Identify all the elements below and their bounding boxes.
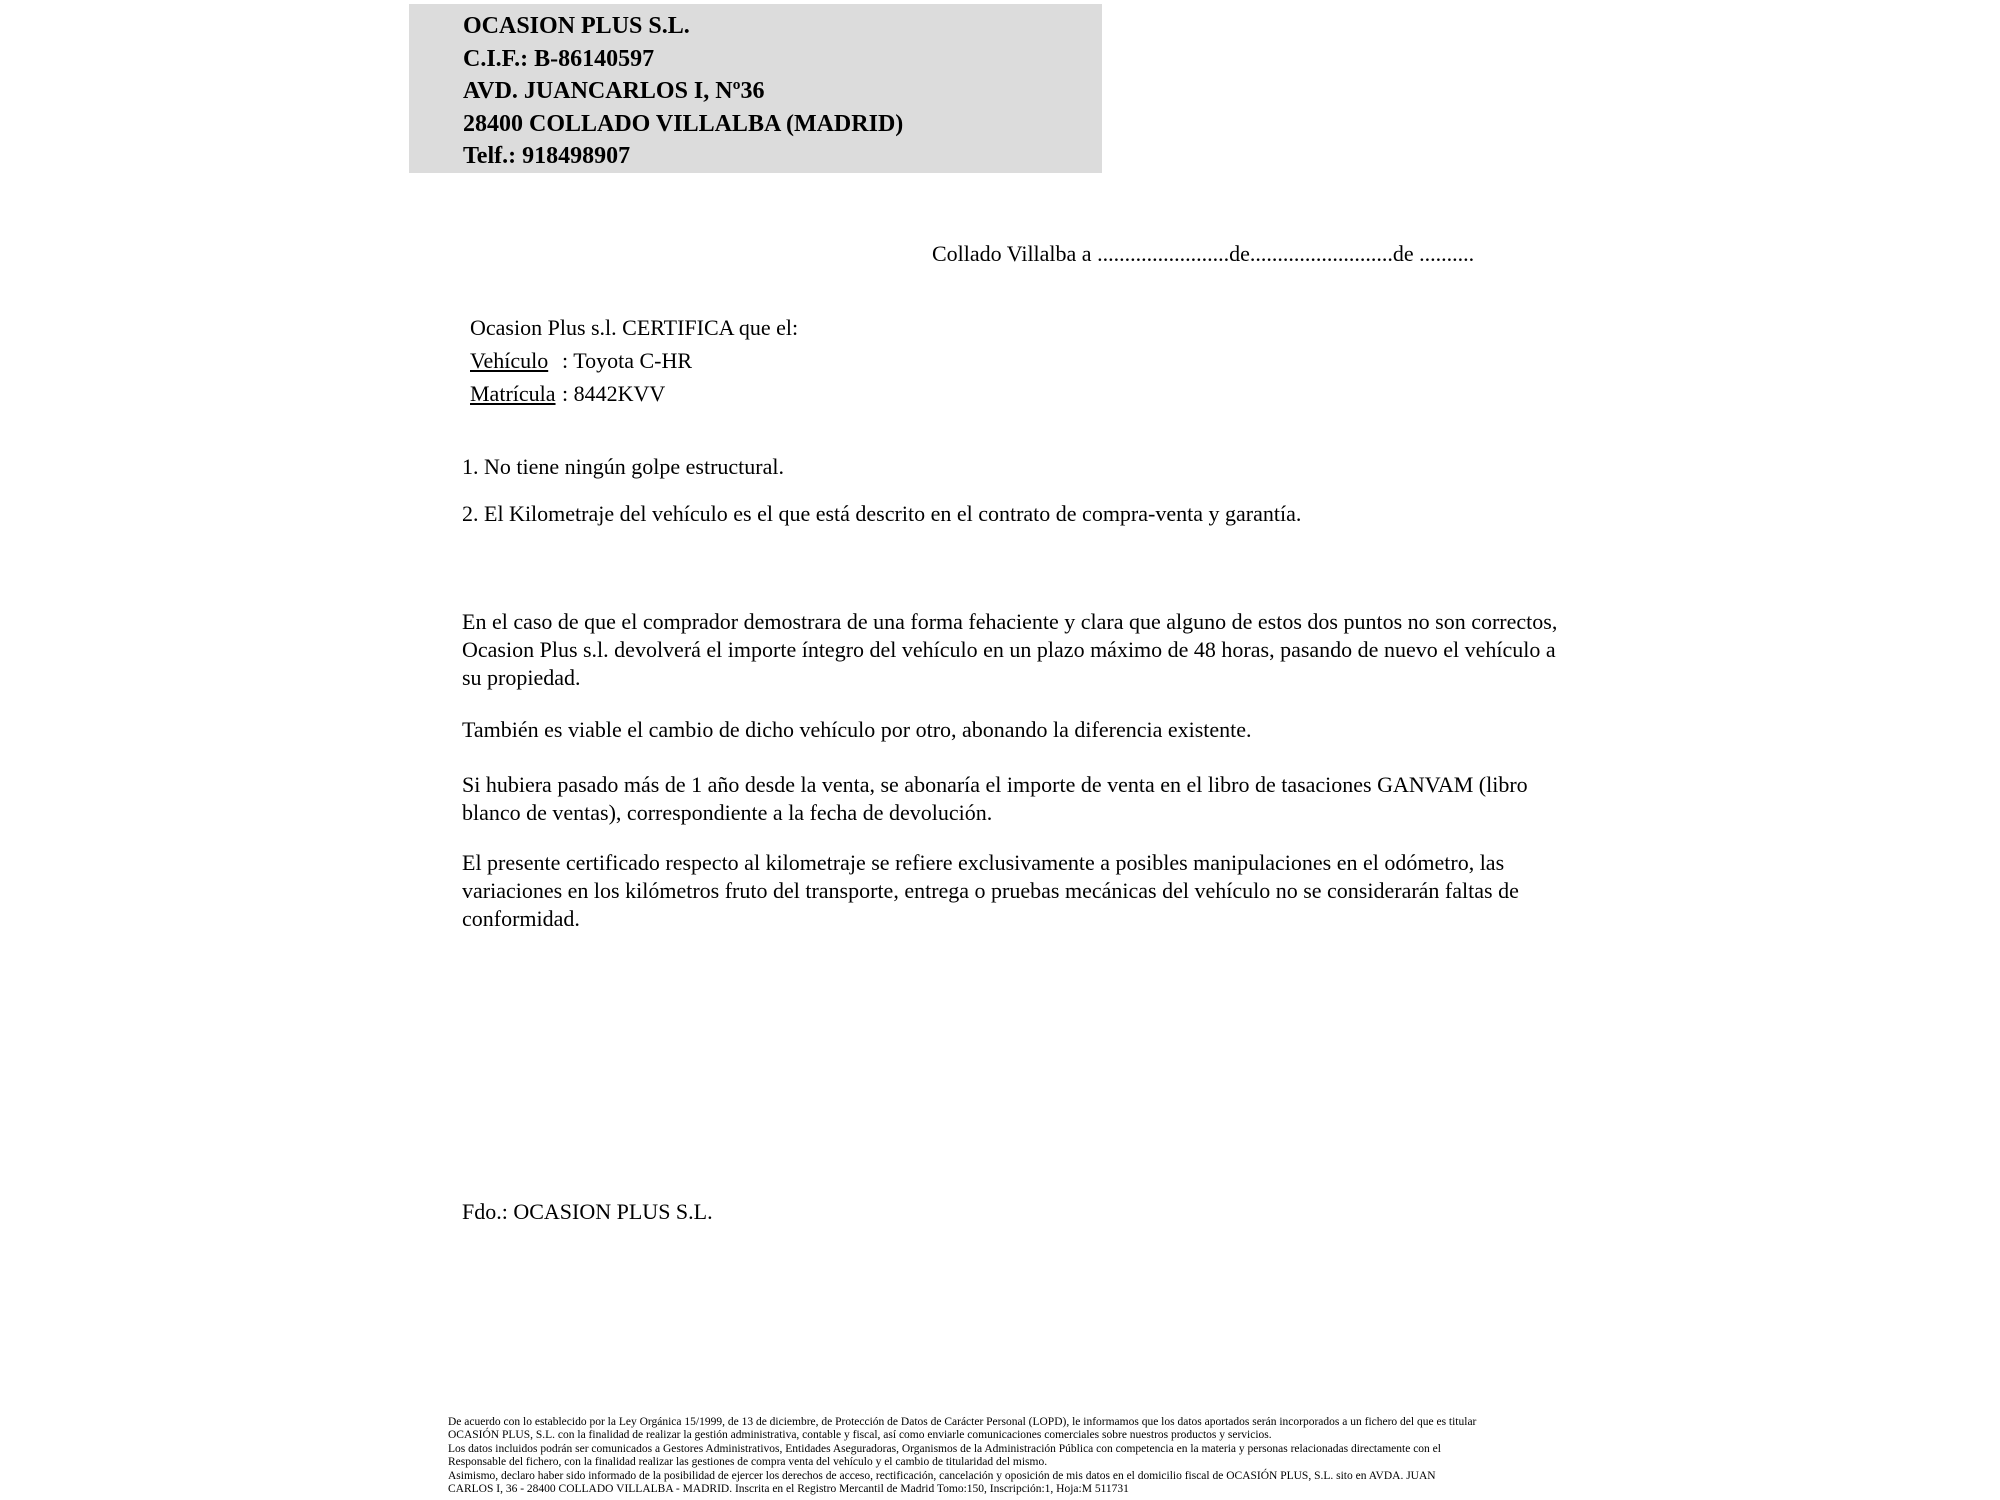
certified-point-2: 2. El Kilometraje del vehículo es el que está descrito en el contrato de compra-venta y garantía.: [462, 501, 1302, 526]
vehicle-value: : Toyota C-HR: [562, 348, 693, 373]
vehicle-field: [470, 344, 798, 377]
legal-footer-line: De acuerdo con lo establecido por la Ley Orgánica 15/1999, de 13 de diciembre, de Protección de Datos de Carácter Personal (LOPD), le informamos que los datos aportados serán incorporados a un fichero del que es titular: [448, 1416, 1477, 1428]
legal-footer-line: OCASIÓN PLUS, S.L. con la finalidad de realizar la gestión administrativa, contable y fiscal, así como enviarle comunicaciones comerciales sobre nuestros productos y servicios.: [448, 1429, 1272, 1442]
exchange-paragraph: También es viable el cambio de dicho vehículo por otro, abonando la diferencia existente.: [462, 717, 1252, 742]
company-address: AVD. JUANCARLOS I, Nº36: [463, 78, 765, 105]
plate-field: [470, 377, 798, 410]
odometer-paragraph: El presente certificado respecto al kilometraje se refiere exclusivamente a posibles manipulaciones en el odómetro, las variaciones en los kilómetros fruto del transporte, entrega o pruebas mecánicas del vehículo no se considerarán faltas de conformidad.: [462, 850, 1519, 931]
legal-footer-line: Los datos incluidos podrán ser comunicados a Gestores Administrativos, Entidades Aseguradoras, Organismos de la Administración Pública con competencia en la materia y personas relacionadas directamente con el: [448, 1442, 1441, 1455]
refund-paragraph: En el caso de que el comprador demostrara de una forma fehaciente y clara que alguno de estos dos puntos no son correctos, Ocasion Plus s.l. devolverá el importe íntegro del vehículo en un plazo máximo de 48 horas, pasando de nuevo el vehículo a su propiedad.: [462, 609, 1558, 690]
legal-footer-line: Asimismo, declaro haber sido informado de la posibilidad de ejercer los derechos de acceso, rectificación, cancelación y oposición de mis datos en el domicilio fiscal de OCASIÓN PLUS, S.L. sito en AVDA. JUAN: [448, 1469, 1436, 1482]
certificate-intro: Ocasion Plus s.l. CERTIFICA que el:: [470, 315, 799, 340]
company-letterhead: [409, 4, 1102, 173]
date-line: Collado Villalba a ........................de..........................de ..........: [932, 241, 1475, 266]
legal-footer: [448, 1416, 1608, 1496]
certificate-intro-block: [470, 311, 798, 410]
ganvam-paragraph: Si hubiera pasado más de 1 año desde la venta, se abonaría el importe de venta en el libro de tasaciones GANVAM (libro blanco de ventas), correspondiente a la fecha de devolución.: [462, 772, 1528, 825]
plate-value: : 8442KVV: [562, 381, 666, 406]
vehicle-label: Vehículo: [470, 348, 549, 373]
legal-footer-line: Responsable del fichero, con la finalidad realizar las gestiones de compra venta del vehículo y el cambio de titularidad del mismo.: [448, 1456, 1048, 1469]
signature-line: Fdo.: OCASION PLUS S.L.: [462, 1199, 713, 1224]
legal-footer-line: CARLOS I, 36 - 28400 COLLADO VILLALBA - MADRID. Inscrita en el Registro Mercantil de Madrid Tomo:150, Inscripción:1, Hoja:M 511731: [448, 1483, 1129, 1496]
certified-point-1: 1. No tiene ningún golpe estructural.: [462, 454, 784, 479]
company-name: OCASION PLUS S.L.: [463, 13, 690, 39]
company-cif: C.I.F.: B-86140597: [463, 45, 655, 72]
plate-label: Matrícula: [470, 381, 556, 406]
company-phone: Telf.: 918498907: [463, 143, 631, 170]
company-city: 28400 COLLADO VILLALBA (MADRID): [463, 110, 904, 137]
